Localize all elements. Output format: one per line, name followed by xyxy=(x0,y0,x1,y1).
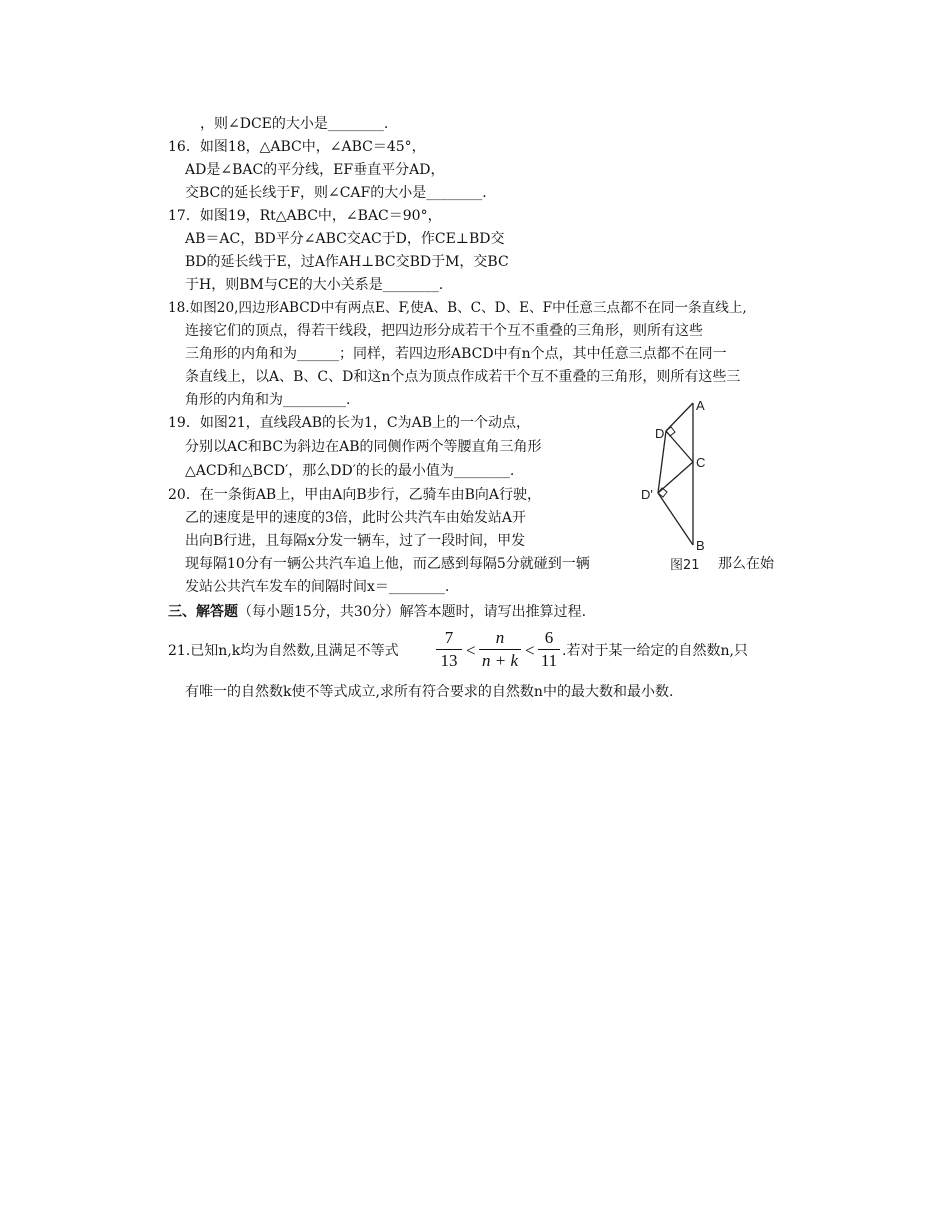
label-D-prime: D' xyxy=(641,487,653,502)
section-3-heading xyxy=(168,603,586,621)
label-C: C xyxy=(696,455,706,470)
frac1-denominator: 13 xyxy=(440,651,458,670)
q21-line-2: 有唯一的自然数k使不等式成立,求所有符合要求的自然数n中的最大数和最小数. xyxy=(185,684,674,700)
less-than-2: < xyxy=(525,641,535,660)
q18-line-1: 18.如图20,四边形ABCD中有两点E、F,使A、B、C、D、E、F中任意三点都不在同一条直线上, xyxy=(168,300,747,316)
q18-line-2: 连接它们的顶点，得若干线段，把四边形分成若干个互不重叠的三角形，则所有这些 xyxy=(185,323,703,339)
q19-line-1: 19．如图21，直线段AB的长为1，C为AB上的一个动点， xyxy=(168,415,531,431)
q16-line-3: 交BC的延长线于F，则∠CAF的大小是________. xyxy=(185,185,487,201)
frac2-numerator: n xyxy=(495,628,505,647)
fraction-n-nk xyxy=(479,628,521,671)
segment-DpB xyxy=(658,493,693,545)
q21-suffix: .若对于某一给定的自然数n,只 xyxy=(562,643,748,659)
q18-line-5: 角形的内角和为_________. xyxy=(185,392,351,408)
frac2-denominator: n + k xyxy=(481,651,519,670)
q20-line-4: 现每隔10分有一辆公共汽车追上他，而乙感到每隔5分就碰到一辆 xyxy=(185,556,590,572)
q16-line-1: 16．如图18，△ABC中，∠ABC＝45°， xyxy=(168,139,426,155)
q17-line-2: AB＝AC，BD平分∠ABC交AC于D，作CE⊥BD交 xyxy=(185,231,505,247)
frac2-bar xyxy=(479,649,521,650)
q17-line-1: 17．如图19，Rt△ABC中，∠BAC＝90°， xyxy=(168,208,442,224)
q20-line-1: 20．在一条街AB上，甲由A向B步行，乙骑车由B向A行驶， xyxy=(168,487,542,503)
less-than-1: < xyxy=(466,641,476,660)
frac3-denominator: 11 xyxy=(540,651,558,670)
q17-line-3: BD的延长线于E，过A作AH⊥BC交BD于M，交BC xyxy=(185,254,509,270)
q20-line-5: 发站公共汽车发车的间隔时间x＝________. xyxy=(185,579,450,595)
q21-prefix: 21.已知n,k均为自然数,且满足不等式 xyxy=(168,643,399,659)
q16-line-2: AD是∠BAC的平分线，EF垂直平分AD， xyxy=(185,162,445,178)
q18-line-3: 三角形的内角和为______；同样，若四边形ABCD中有n个点，其中任意三点都不在同一 xyxy=(185,346,727,362)
figure-21 xyxy=(630,393,720,573)
label-A: A xyxy=(696,398,705,413)
q17-line-4: 于H，则BM与CE的大小关系是________. xyxy=(185,277,444,293)
frac1-bar xyxy=(436,649,462,650)
q20-line-3: 出向B行进，且每隔x分发一辆车，过了一段时间，甲发 xyxy=(185,533,526,549)
label-B: B xyxy=(696,538,705,553)
figure-caption: 图21 xyxy=(670,558,700,573)
fraction-6-11 xyxy=(538,628,560,671)
line-15-end: ，则∠DCE的大小是________. xyxy=(200,116,389,132)
q20-line-2: 乙的速度是甲的速度的3倍，此时公共汽车由始发站A开 xyxy=(185,510,527,526)
segment-DpC xyxy=(658,462,693,493)
section-3-title: 三、解答题 xyxy=(168,604,238,620)
frac3-numerator: 6 xyxy=(544,628,554,647)
q20-line-4-tail: 那么在始 xyxy=(718,556,774,572)
q18-line-4: 条直线上，以A、B、C、D和这n个点为顶点作成若干个互不重叠的三角形，则所有这些三 xyxy=(185,369,741,385)
frac1-numerator: 7 xyxy=(444,628,454,647)
label-D: D xyxy=(655,426,665,441)
q19-line-3: △ACD和△BCD′，那么DD′的长的最小值为________. xyxy=(185,463,515,479)
right-angle-mark-D xyxy=(666,427,675,436)
fraction-7-13 xyxy=(436,628,462,671)
segment-DA xyxy=(666,403,693,431)
q19-line-2: 分别以AC和BC为斜边在AB的同侧作两个等腰直角三角形 xyxy=(185,439,542,455)
frac3-bar xyxy=(538,649,560,650)
section-3-note: （每小题15分，共30分）解答本题时，请写出推算过程. xyxy=(238,604,587,620)
